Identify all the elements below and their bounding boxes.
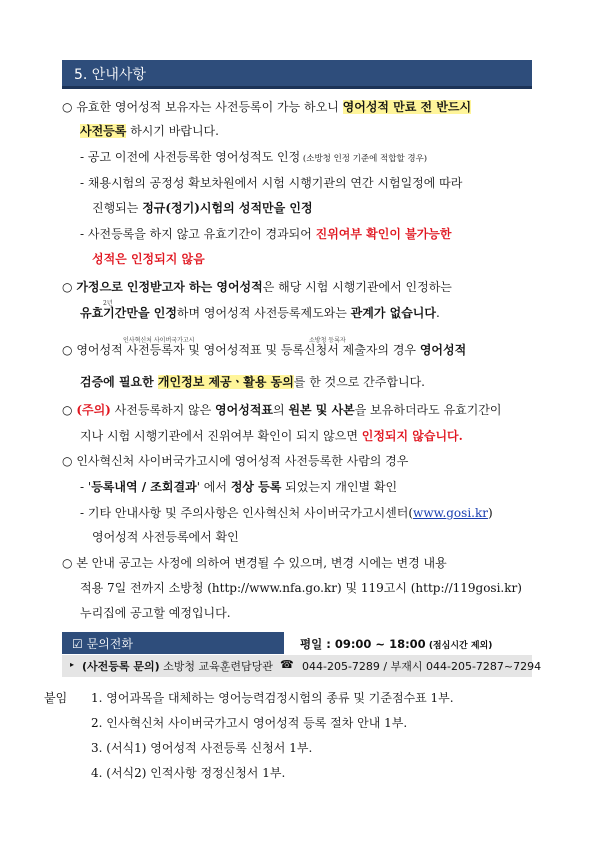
section-header xyxy=(62,60,532,89)
contact-numbers: 044-205-7289 / 부재시 044-205-7287~7294 xyxy=(302,660,542,673)
circle-bullet-icon: ○ xyxy=(62,556,73,570)
attachment-item: 4. (서식2) 인적사항 정정신청서 1부. xyxy=(91,766,286,780)
notice-item-4-cont: 지나 시험 시행기관에서 진위여부 확인이 되지 않으면 인정되지 않습니다. xyxy=(80,429,463,443)
circle-bullet-icon: ○ xyxy=(62,454,73,468)
office-hours: 평일 : 09:00 ~ 18:00 (점심시간 제외) xyxy=(300,637,493,651)
attachment-item: 3. (서식1) 영어성적 사전등록 신청서 1부. xyxy=(91,741,313,755)
notice-item-6: ○ 본 안내 공고는 사정에 의하여 변경될 수 있으며, 변경 시에는 변경 내용 xyxy=(62,556,447,570)
notice-sub-3: - 사전등록을 하지 않고 유효기간이 경과되어 진위여부 확인이 불가능한 xyxy=(80,227,452,241)
contact-label: (사전등록 문의) 소방청 교육훈련담당관 xyxy=(82,660,273,673)
gosi-link[interactable]: www.gosi.kr xyxy=(413,506,488,520)
circle-bullet-icon: ○ xyxy=(62,100,73,114)
contact-header-label: ☑ 문의전화 xyxy=(72,637,133,651)
ruby-annotation: 인사혁신처 사이버국가고시 xyxy=(123,337,195,344)
notice-item-2-cont: 유효기간만을 인정하며 영어성적 사전등록제도와는 관계가 없습니다. xyxy=(80,306,440,320)
notice-sub-2: - 채용시험의 공정성 확보차원에서 시험 시행기관의 연간 시험일정에 따라 xyxy=(80,176,463,190)
notice-sub-3-cont: 성적은 인정되지 않음 xyxy=(92,252,205,266)
circle-bullet-icon: ○ xyxy=(62,403,73,417)
phone-icon: ☎ xyxy=(280,658,294,671)
notice-item-1: ○ 유효한 영어성적 보유자는 사전등록이 가능 하오니 영어성적 만료 전 반드시 xyxy=(62,100,472,114)
notice-sub-1: - 공고 이전에 사전등록한 영어성적도 인정 (소방청 인정 기준에 적합할 경우) xyxy=(80,150,428,164)
contact-header xyxy=(62,632,284,654)
notice-item-5: ○ 인사혁신처 사이버국가고시에 영어성적 사전등록한 사람의 경우 xyxy=(62,454,409,468)
contact-row xyxy=(62,655,542,677)
circle-bullet-icon: ○ xyxy=(62,343,73,357)
notice-item-6-cont2: 누리집에 공고할 예정입니다. xyxy=(80,606,231,620)
notice-item-1-cont: 사전등록 하시기 바랍니다. xyxy=(80,124,219,138)
notice-item-4: ○ (주의) 사전등록하지 않은 영어성적표의 원본 및 사본을 보유하더라도 유효기간이 xyxy=(62,403,502,417)
ruby-annotation: 소방청 등록자 xyxy=(309,337,346,344)
notice-item-3: ○ 영어성적 사전등록자 및 영어성적표 및 등록신청서 제출자의 경우 영어성적 xyxy=(62,343,467,357)
ruby-annotation: 2년 xyxy=(103,300,113,307)
attachments-prefix: 붙임 xyxy=(44,691,68,705)
notice-sub-2-cont: 진행되는 정규(정기)시험의 성적만을 인정 xyxy=(92,201,313,215)
arrow-right-icon: ▸ xyxy=(70,660,75,669)
notice-item-6-cont: 적용 7일 전까지 소방청 (http://www.nfa.go.kr) 및 119고시 (http://119gosi.kr) xyxy=(80,581,522,595)
notice-item-2: ○ 가정으로 인정받고자 하는 영어성적은 해당 시험 시행기관에서 인정하는 xyxy=(62,280,452,294)
notice-sub-5: - 기타 안내사항 및 주의사항은 인사혁신처 사이버국가고시센터(www.gosi.kr) xyxy=(80,506,493,520)
attachment-item: 1. 영어과목을 대체하는 영어능력검정시험의 종류 및 기준점수표 1부. xyxy=(91,691,454,705)
notice-item-3-cont: 검증에 필요한 개인정보 제공ㆍ활용 동의를 한 것으로 간주합니다. xyxy=(80,375,425,389)
section-title: 5. 안내사항 xyxy=(74,67,146,83)
circle-bullet-icon: ○ xyxy=(62,280,73,294)
notice-sub-4: - '등록내역 / 조회결과' 에서 정상 등록 되었는지 개인별 확인 xyxy=(80,480,398,494)
notice-sub-5-cont: 영어성적 사전등록에서 확인 xyxy=(92,530,239,544)
attachment-item: 2. 인사혁신처 사이버국가고시 영어성적 등록 절차 안내 1부. xyxy=(91,716,408,730)
